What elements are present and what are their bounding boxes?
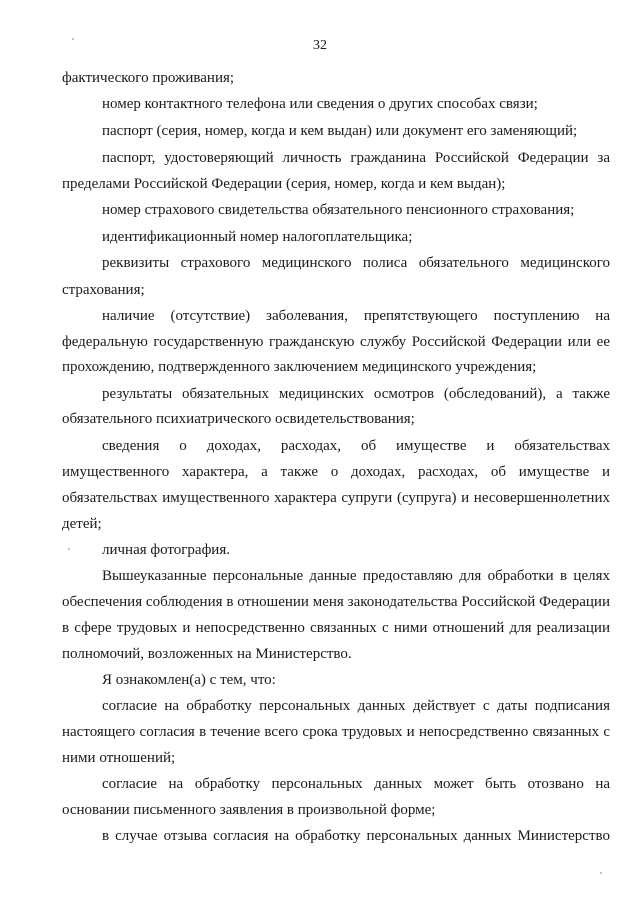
text-line: обеспечения соблюдения в отношении меня законодательства Российской Федерации [62,594,610,610]
text-line: личная фотография. [102,542,230,558]
text-line: согласие на обработку персональных данных может быть отозвано на [102,776,610,792]
text-line: страхования; [62,282,145,298]
scan-speck [600,872,602,874]
text-line: прохождению, подтвержденного заключением медицинского учреждения; [62,359,537,375]
text-line: идентификационный номер налогоплательщика; [102,229,413,245]
text-line: имущественного характера, а также о доходах, расходах, об имуществе и [62,464,610,480]
text-line: согласие на обработку персональных данных действует с даты подписания [102,698,610,714]
text-line: фактического проживания; [62,70,235,86]
text-line: обязательствах имущественного характера супруги (супруга) и несовершеннолетних [62,490,610,506]
text-line: паспорт (серия, номер, когда и кем выдан) или документ его заменяющий; [102,123,578,139]
text-line: сведения о доходах, расходах, об имуществе и обязательствах [102,438,610,454]
text-line: Вышеуказанные персональные данные предоставляю для обработки в целях [102,568,610,584]
text-line: номер контактного телефона или сведения о других способах связи; [102,96,538,112]
text-line: результаты обязательных медицинских осмотров (обследований), а также [102,386,610,402]
text-line: паспорт, удостоверяющий личность гражданина Российской Федерации за [102,150,610,166]
text-line: номер страхового свидетельства обязательного пенсионного страхования; [102,202,575,218]
scan-speck [68,548,70,550]
text-line: Я ознакомлен(а) с тем, что: [102,672,276,688]
text-line: наличие (отсутствие) заболевания, препятствующего поступлению на [102,308,610,324]
scan-speck [72,38,74,40]
text-line: федеральную государственную гражданскую службу Российской Федерации или ее [62,334,610,350]
text-line: обязательного психиатрического освидетельствования; [62,411,415,427]
text-line: полномочий, возложенных на Министерство. [62,646,352,662]
text-line: настоящего согласия в течение всего срока трудовых и непосредственно связанных с [62,724,610,740]
text-line: реквизиты страхового медицинского полиса обязательного медицинского [102,255,610,271]
text-line: основании письменного заявления в произвольной форме; [62,802,436,818]
page-number: 32 [313,38,327,53]
text-line: пределами Российской Федерации (серия, номер, когда и кем выдан); [62,176,506,192]
text-line: в сфере трудовых и непосредственно связанных с ними отношений для реализации [62,620,610,636]
text-line: детей; [62,516,102,532]
text-line: в случае отзыва согласия на обработку персональных данных Министерство [102,828,610,844]
text-line: ними отношений; [62,750,176,766]
